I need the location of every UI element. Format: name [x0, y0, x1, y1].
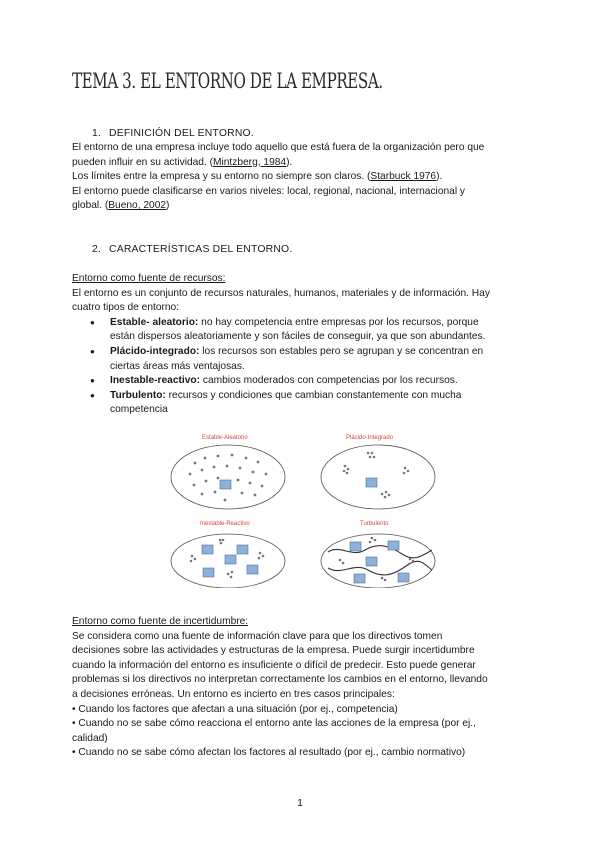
citation-link[interactable]: Starbuck 1976	[370, 171, 437, 183]
citation-link[interactable]: Bueno, 2002	[108, 200, 167, 212]
resource-dots	[189, 454, 268, 502]
paragraph-line: global. (Bueno, 2002)	[72, 200, 170, 212]
paragraph-line: Se considera como una fuente de información clave para que los directivos tomen	[72, 630, 443, 642]
section-1-number: 1.	[92, 128, 102, 139]
paragraph-line: El entorno puede clasificarse en varios niveles: local, regional, nacional, internacional y	[72, 185, 466, 197]
diagram-label: Turbulento	[360, 521, 389, 527]
environment-types-diagram	[170, 428, 440, 588]
page-title: TEMA 3. EL ENTORNO DE LA EMPRESA.	[72, 69, 383, 93]
paragraph-line: problemas si los directivos no interpretan correctamente los cambios en el entorno, llevando	[72, 674, 488, 686]
paragraph-line: decisiones sobre las actividades y estructuras de la empresa. Puede surgir incertidumbre	[72, 645, 475, 657]
paragraph-line: El entorno de una empresa incluye todo aquello que está fuera de la organización pero que	[72, 142, 485, 153]
section-1-body	[72, 141, 532, 214]
turbulence-lines	[328, 546, 432, 575]
section-2-number: 2.	[92, 244, 102, 255]
section-1-heading	[92, 127, 254, 142]
paragraph-line: • Cuando no se sabe cómo afectan los factores al resultado (por ej., cambio normativo)	[72, 747, 466, 759]
subheading-resources: Entorno como fuente de recursos:	[72, 273, 226, 284]
bullet-item: ● Inestable-reactivo: cambios moderados con competencias por los recursos.	[72, 374, 532, 389]
resources-section	[72, 272, 532, 418]
subheading-uncertainty: Entorno como fuente de incertidumbre:	[72, 616, 249, 627]
diagram-label: Inestable-Reactivo	[200, 521, 250, 527]
diagram-label: Estable-Aleatorio	[202, 435, 248, 441]
bullet-item: ● Plácido-integrado: los recursos son estables pero se agrupan y se concentran en ciertas áreas más ventajosas.	[72, 345, 532, 374]
paragraph-line: cuatro tipos de entorno:	[72, 302, 180, 314]
bullet-item: ● Estable- aleatorio: no hay competencia entre empresas por los recursos, porque están dispersos aleatoriamente y son fáciles de conseguir, ya que son abundantes.	[72, 316, 532, 345]
resource-clusters	[343, 452, 410, 499]
paragraph-line: El entorno es un conjunto de recursos naturales, humanos, materiales y de información. Hay	[72, 287, 490, 299]
citation-link[interactable]: Mintzberg, 1984	[213, 156, 287, 168]
firm-boxes	[350, 541, 409, 583]
section-1-heading-text: DEFINICIÓN DEL ENTORNO.	[109, 128, 254, 139]
paragraph-line: • Cuando no se sabe cómo reacciona el entorno ante las acciones de la empresa (por ej.,	[72, 718, 476, 730]
diagram-label: Plácido-Integrado	[346, 435, 394, 441]
firm-box	[366, 478, 377, 487]
paragraph-line: calidad)	[72, 732, 108, 744]
firm-boxes	[202, 545, 258, 577]
environment-ellipse	[321, 445, 435, 509]
firm-box	[220, 480, 231, 489]
environment-ellipse	[171, 445, 285, 509]
section-2-heading	[92, 243, 292, 258]
uncertainty-section	[72, 615, 532, 761]
paragraph-line: cuando la información del entorno es insuficiente o difícil de predecir. Esto puede generar	[72, 659, 476, 671]
page-number: 1	[297, 797, 303, 809]
paragraph-line: Los límites entre la empresa y su entorno no siempre son claros. (Starbuck 1976).	[72, 171, 443, 183]
section-2-heading-text: CARACTERÍSTICAS DEL ENTORNO.	[109, 244, 293, 255]
paragraph-line: • Cuando los factores que afectan a una situación (por ej., competencia)	[72, 703, 398, 715]
bullet-item: ● Turbulento: recursos y condiciones que cambian constantemente con mucha competencia	[72, 389, 532, 418]
paragraph-line: pueden influir en su actividad. (Mintzberg, 1984).	[72, 156, 293, 168]
paragraph-line: a decisiones erróneas. Un entorno es incierto en tres casos principales:	[72, 688, 395, 700]
